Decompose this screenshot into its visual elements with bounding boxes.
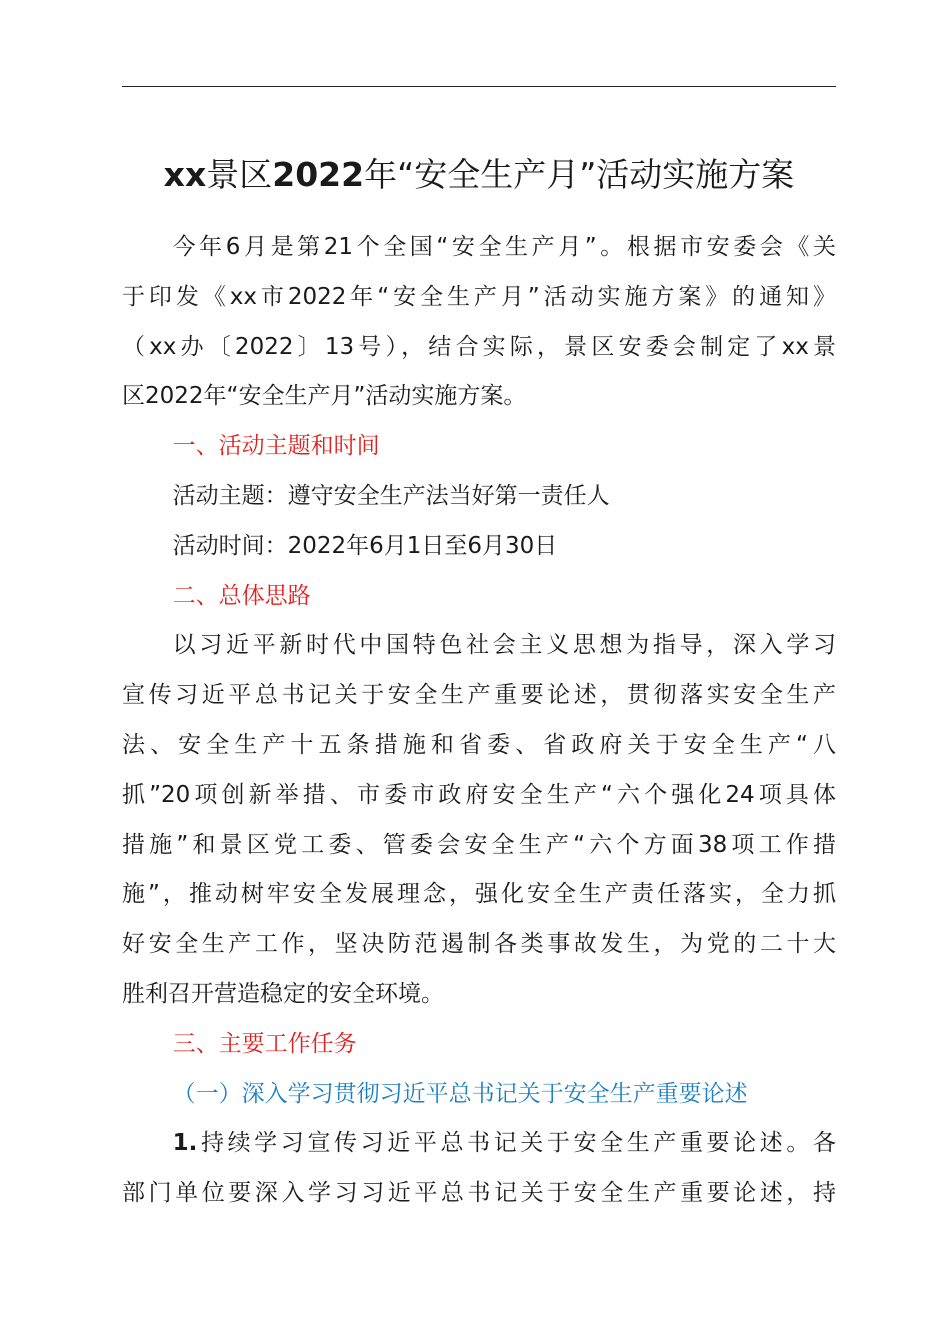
title-rest: 年“安全生产月”活动实施方案 bbox=[364, 155, 795, 194]
intro-line: （xx办〔2022〕13号），结合实际，景区安委会制定了xx景 bbox=[122, 333, 836, 360]
section2-line: 抓”20项创新举措、市委市政府安全生产“六个强化24项具体 bbox=[122, 781, 836, 808]
title-year: 2022 bbox=[272, 155, 365, 194]
section2-line: 好安全生产工作，坚决防范遏制各类事故发生，为党的二十大 bbox=[122, 931, 836, 958]
item1-line bbox=[122, 1119, 836, 1169]
section2-line: 法、安全生产十五条措施和省委、省政府关于安全生产“八 bbox=[122, 731, 836, 758]
intro-line: 于印发《xx市2022年“安全生产月”活动实施方案》的通知》 bbox=[122, 283, 836, 310]
section2-paragraph bbox=[122, 621, 836, 1019]
section2-line: 宣传习近平总书记关于安全生产重要论述，贯彻落实安全生产 bbox=[122, 682, 836, 709]
document-title bbox=[122, 150, 836, 200]
section2-heading: 二、总体思路 bbox=[172, 582, 311, 609]
intro-paragraph bbox=[122, 223, 836, 422]
title-prefix: xx bbox=[163, 155, 207, 194]
item1-paragraph bbox=[122, 1119, 836, 1219]
item1-text: 持续学习宣传习近平总书记关于安全生产重要论述。各 bbox=[197, 1130, 836, 1157]
section2-line: 施”，推动树牢安全发展理念，强化安全生产责任落实，全力抓 bbox=[122, 881, 836, 908]
item1-line: 部门单位要深入学习习近平总书记关于安全生产重要论述，持 bbox=[122, 1180, 836, 1207]
section3-heading: 三、主要工作任务 bbox=[172, 1030, 357, 1057]
document-body bbox=[122, 223, 836, 1219]
section2-line: 措施”和景区党工委、管委会安全生产“六个方面38项工作措 bbox=[122, 831, 836, 858]
intro-line: 区2022年“安全生产月”活动实施方案。 bbox=[122, 383, 527, 410]
intro-line: 今年6月是第21个全国“安全生产月”。根据市安委会《关 bbox=[172, 234, 836, 260]
section2-line: 以习近平新时代中国特色社会主义思想为指导，深入学习 bbox=[172, 632, 836, 659]
subsection1-heading: （一）深入学习贯彻习近平总书记关于安全生产重要论述 bbox=[172, 1080, 748, 1107]
activity-theme: 活动主题：遵守安全生产法当好第一责任人 bbox=[172, 482, 610, 509]
title-mid: 景区 bbox=[206, 155, 273, 194]
item1-number: 1. bbox=[172, 1130, 198, 1157]
section2-line: 胜利召开营造稳定的安全环境。 bbox=[122, 980, 444, 1007]
header-rule bbox=[122, 86, 836, 87]
activity-time: 活动时间：2022年6月1日至6月30日 bbox=[172, 532, 558, 559]
section1-heading: 一、活动主题和时间 bbox=[172, 433, 380, 460]
